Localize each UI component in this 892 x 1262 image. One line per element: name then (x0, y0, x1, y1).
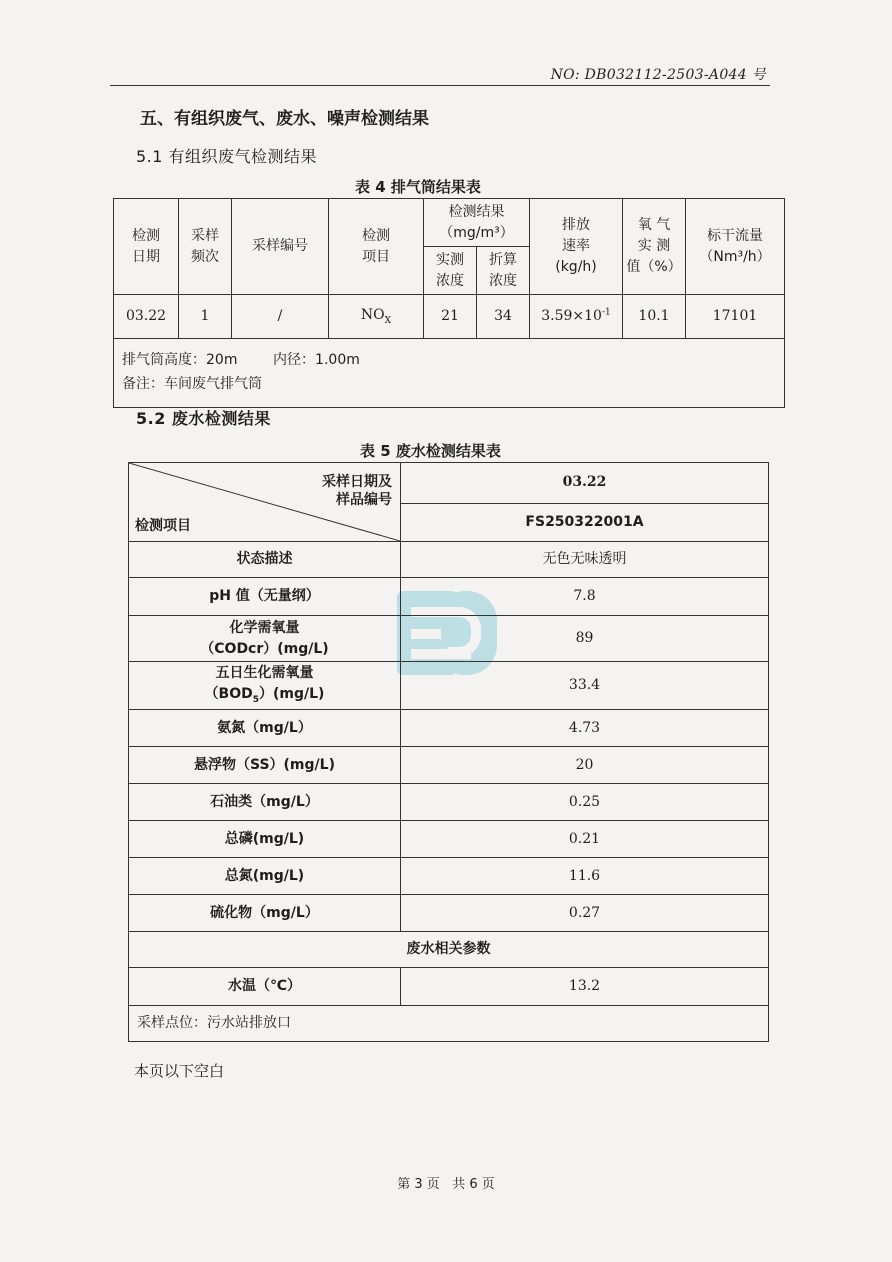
th-converted: 折算 浓度 (477, 247, 530, 295)
cell-freq: 1 (179, 295, 232, 339)
table4-caption: 表 4 排气筒结果表 (355, 178, 481, 196)
row-value: 0.25 (401, 784, 769, 821)
diagonal-header-cell (129, 463, 401, 542)
exhaust-results-table (113, 198, 785, 408)
row-label: 氨氮（mg/L） (129, 710, 401, 747)
wastewater-results-table (128, 462, 769, 1042)
th-measured: 实测 浓度 (424, 247, 477, 295)
row-label: pH 值（无量纲） (129, 578, 401, 616)
header-rule (110, 85, 770, 86)
row-value: 89 (401, 616, 769, 662)
row-value: 0.21 (401, 821, 769, 858)
th-flow: 标干流量 （Nm³/h） (686, 199, 785, 295)
table5-note: 采样点位：污水站排放口 (129, 1006, 769, 1042)
diag-top-label: 采样日期及 样品编号 (322, 474, 392, 509)
row-value: 20 (401, 747, 769, 784)
cell-measured: 21 (424, 295, 477, 339)
cell-item: $NO_X$ (329, 295, 424, 339)
section-title: 五、有组织废气、废水、噪声检测结果 (140, 109, 429, 129)
th-rate: 排放 速率 (kg/h) (530, 199, 623, 295)
table-row (114, 295, 785, 339)
table-row (129, 542, 769, 578)
cell-converted: 34 (477, 295, 530, 339)
th-item: 检测 项目 (329, 199, 424, 295)
table-row (129, 784, 769, 821)
row-value: 0.27 (401, 895, 769, 932)
table-row (129, 710, 769, 747)
table4-note: 排气筒高度：20m 内径：1.00m 备注：车间废气排气筒 (114, 339, 785, 408)
sample-number: FS250322001A (401, 503, 769, 542)
table-row (129, 858, 769, 895)
sample-date: 03.22 (401, 463, 769, 504)
row-label: 总氮(mg/L) (129, 858, 401, 895)
table-row (129, 747, 769, 784)
page-number: 第 3 页 共 6 页 (397, 1177, 495, 1192)
diag-bottom-label: 检测项目 (135, 518, 191, 534)
table5-caption: 表 5 废水检测结果表 (360, 442, 501, 460)
cell-date: 03.22 (114, 295, 179, 339)
report-number: NO: DB032112-2503-A044 号 (550, 67, 766, 83)
water-temp-value: 13.2 (401, 968, 769, 1006)
cell-oxygen: 10.1 (623, 295, 686, 339)
water-temp-label: 水温（℃） (129, 968, 401, 1006)
row-value: 33.4 (401, 662, 769, 710)
blank-page-note: 本页以下空白 (134, 1062, 225, 1080)
th-oxygen: 氧 气 实 测 值（%） (623, 199, 686, 295)
cell-sample-no: / (232, 295, 329, 339)
table-row (129, 895, 769, 932)
row-label: 悬浮物（SS）(mg/L) (129, 747, 401, 784)
subsection-title-exhaust: 5.1 有组织废气检测结果 (136, 147, 318, 166)
table-row (129, 578, 769, 616)
row-value: 7.8 (401, 578, 769, 616)
th-freq: 采样 频次 (179, 199, 232, 295)
subsection-title-wastewater: 5.2 废水检测结果 (136, 409, 271, 428)
row-value: 4.73 (401, 710, 769, 747)
cell-flow: 17101 (686, 295, 785, 339)
param-section-header: 废水相关参数 (129, 932, 769, 968)
row-label: 五日生化需氧量 $(BOD_5)(mg/L)$ (129, 662, 401, 710)
row-label: 状态描述 (129, 542, 401, 578)
row-value: 无色无味透明 (401, 542, 769, 578)
row-label: 化学需氧量 （CODcr）(mg/L) (129, 616, 401, 662)
row-label: 总磷(mg/L) (129, 821, 401, 858)
table-row (129, 616, 769, 662)
th-sample-no: 采样编号 (232, 199, 329, 295)
cell-rate: $3.59\times 10^{-1}$ (530, 295, 623, 339)
th-date: 检测 日期 (114, 199, 179, 295)
row-value: 11.6 (401, 858, 769, 895)
row-label: 硫化物（mg/L） (129, 895, 401, 932)
table-row (129, 662, 769, 710)
row-label: 石油类（mg/L） (129, 784, 401, 821)
table-row (129, 968, 769, 1006)
th-result: 检测结果 （mg/m³） (424, 199, 530, 247)
table-row (129, 821, 769, 858)
